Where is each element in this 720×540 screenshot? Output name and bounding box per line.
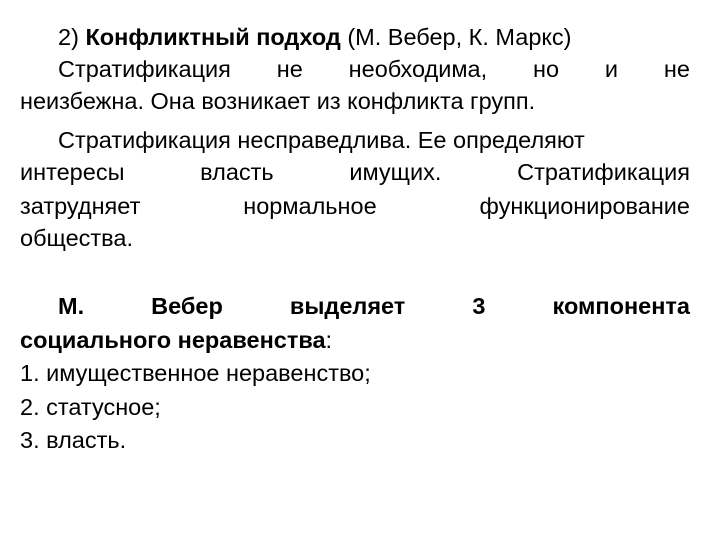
word: компонента bbox=[552, 293, 690, 319]
word: необходима, bbox=[348, 56, 488, 82]
word: но bbox=[532, 56, 560, 82]
word: власть bbox=[200, 159, 274, 185]
paragraph-line bbox=[20, 191, 690, 221]
list-item: 3. власть. bbox=[20, 427, 127, 453]
approach-authors: (М. Вебер, К. Маркс) bbox=[340, 24, 572, 50]
paragraph-line bbox=[20, 157, 690, 187]
weber-line bbox=[58, 291, 690, 321]
word: интересы bbox=[20, 159, 125, 185]
paragraph-line: Стратификация несправедлива. Ее определяют bbox=[58, 127, 585, 153]
word: Стратификация bbox=[58, 56, 231, 82]
item-number: 2) bbox=[58, 24, 86, 50]
paragraph-line bbox=[58, 54, 690, 84]
heading-line bbox=[58, 22, 690, 52]
word: имущих. bbox=[349, 159, 442, 185]
word: нормальное bbox=[243, 193, 377, 219]
word: 3 bbox=[472, 293, 486, 319]
list-item: 2. статусное; bbox=[20, 394, 161, 420]
approach-term: Конфликтный подход bbox=[85, 24, 341, 50]
word: М. bbox=[58, 293, 85, 319]
word: не bbox=[276, 56, 303, 82]
inequality-term: социального неравенства bbox=[20, 327, 326, 353]
word: не bbox=[663, 56, 690, 82]
colon: : bbox=[325, 327, 333, 353]
paragraph-line: неизбежна. Она возникает из конфликта групп. bbox=[20, 88, 536, 114]
word: затрудняет bbox=[20, 193, 141, 219]
paragraph-line: общества. bbox=[20, 225, 134, 251]
list-item: 1. имущественное неравенство; bbox=[20, 360, 371, 386]
word: и bbox=[604, 56, 619, 82]
word: Стратификация bbox=[517, 159, 690, 185]
word: выделяет bbox=[289, 293, 406, 319]
word: Вебер bbox=[151, 293, 223, 319]
weber-line-2 bbox=[20, 325, 690, 355]
word: функционирование bbox=[479, 193, 690, 219]
